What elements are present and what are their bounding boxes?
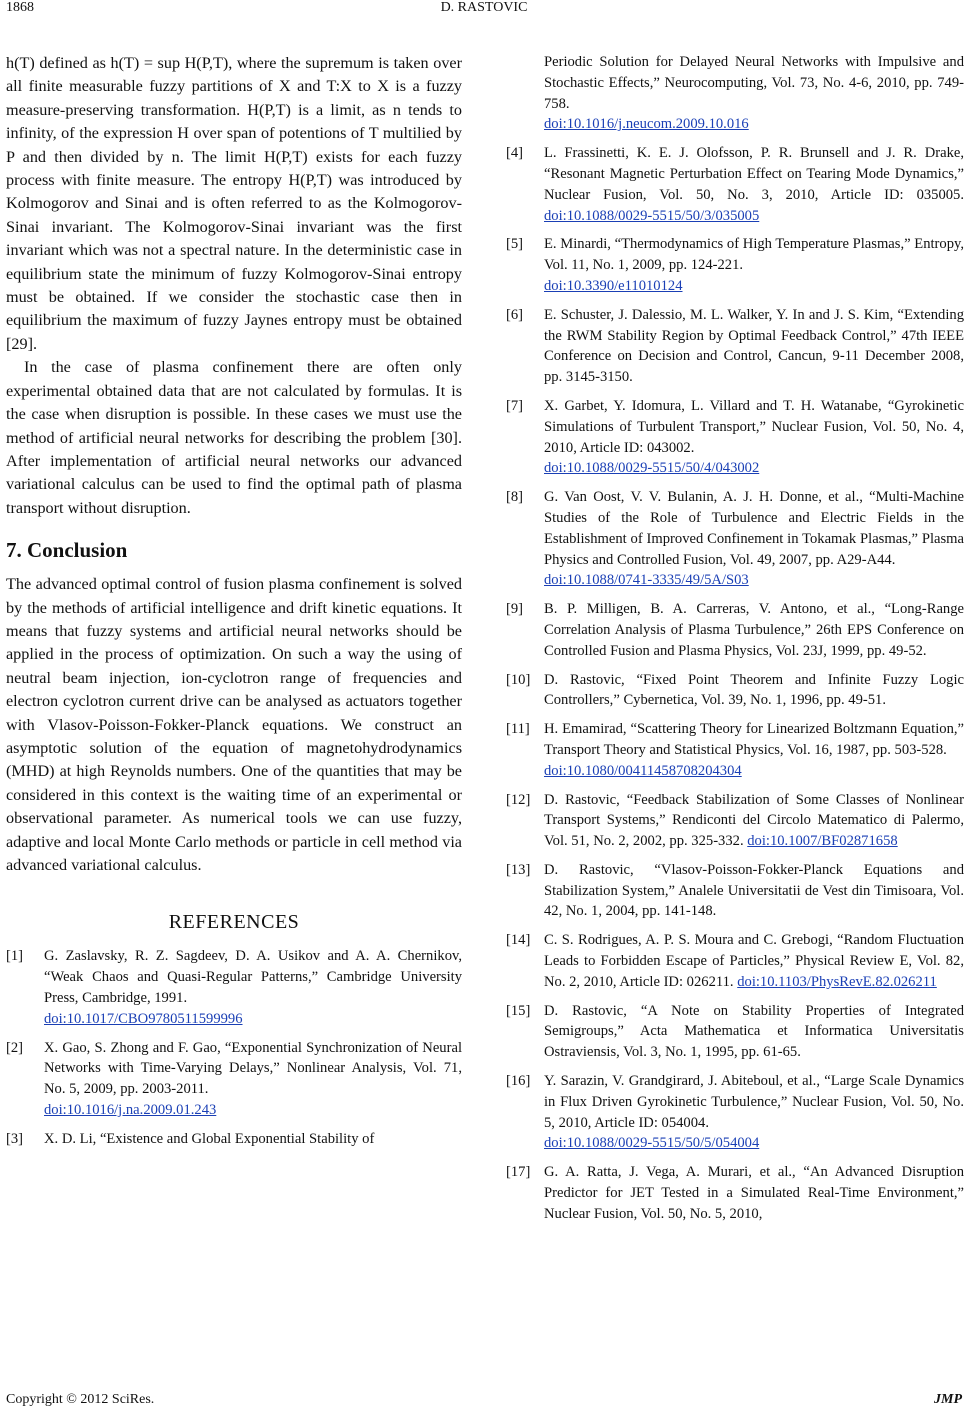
reference-text: E. Schuster, J. Dalessio, M. L. Walker, Y. In and J. S. Kim, “Extending the RWM Stability Region by Optimal Feedback Control,” 47th IEEE Conference on Decision and Control, Cancun, 9-11 December 2008, pp. 3145-3150. <box>544 306 964 386</box>
reference-item <box>506 143 964 226</box>
conclusion-paragraph: The advanced optimal control of fusion plasma confinement is solved by the methods of artificial intelligence and drift kinetic equations. It means that fuzzy systems and artificial neural networks should be applied in the process of optimization. On such a way the using of neutral beam injection, ion-cyclotron range of frequencies and electron cyclotron current drive can be analysed as actuators together with Vlasov-Poisson-Fokker-Planck equations. We construct an asymptotic solution of the equation of magnetohydrodynamics (MHD) at high Reynolds numbers. One of the quantities that may be considered in this context is the waiting time of an experimental or observational parameter. As numerical tools we can use fuzzy, adaptive and local Monte Carlo methods or particle in cell method via advanced variational calculus. <box>6 575 462 874</box>
reference-number: [7] <box>506 397 524 414</box>
body-paragraph: In the case of plasma confinement there are often only experimental obtained data that are not calculated by formulas. It is the case when disruption is possible. In these cases we must use the method of artificial neural networks for describing the problem [30]. After implementation of artificial neural networks our advanced variational calculus can be used to find the optimal path of plasma transport without disruption. <box>6 358 462 517</box>
page-header <box>0 0 968 22</box>
reference-number: [2] <box>6 1039 24 1056</box>
reference-item <box>6 1129 462 1150</box>
doi-link[interactable]: doi:10.1017/CBO9780511599996 <box>44 1010 243 1027</box>
journal-abbreviation: JMP <box>934 1392 962 1407</box>
reference-item <box>506 1162 964 1224</box>
running-title: D. RASTOVIC <box>440 0 528 15</box>
reference-text: Periodic Solution for Delayed Neural Networks with Impulsive and Stochastic Effects,” Neurocomputing, Vol. 73, No. 4-6, 2010, pp. 749-758. <box>544 54 964 112</box>
doi-link[interactable]: doi:10.1016/j.neucom.2009.10.016 <box>544 116 749 133</box>
doi-link[interactable]: doi:10.1007/BF02871658 <box>747 833 898 850</box>
doi-link[interactable]: doi:10.1080/00411458708204304 <box>544 762 742 779</box>
reference-number: [1] <box>6 948 24 965</box>
reference-item <box>506 305 964 388</box>
reference-item <box>506 234 964 296</box>
reference-item <box>6 1038 462 1121</box>
reference-item <box>506 52 964 135</box>
reference-text: B. P. Milligen, B. A. Carreras, V. Antono, et al., “Long-Range Correlation Analysis of Plasma Turbulence,” 26th EPS Conference on Controlled Fusion and Plasma Physics, Vol. 23J, 1999, pp. 49-52. <box>544 601 964 659</box>
doi-link[interactable]: doi:10.1088/0741-3335/49/5A/S03 <box>544 572 749 589</box>
reference-text: X. Garbet, Y. Idomura, L. Villard and T. H. Watanabe, “Gyrokinetic Simulations of Turbulent Transport,” Nuclear Fusion, Vol. 50, No. 4, 2010, Article ID: 043002. <box>544 397 964 456</box>
doi-link[interactable]: doi:10.1103/PhysRevE.82.026211 <box>737 973 937 990</box>
reference-text: D. Rastovic, “A Note on Stability Properties of Integrated Semigroups,” Acta Mathematica et Informatica Universitatis Ostraviensis, Vol. 3, No. 1, 1995, pp. 61-65. <box>544 1002 964 1061</box>
reference-text: X. D. Li, “Existence and Global Exponential Stability of <box>44 1130 375 1147</box>
reference-text: D. Rastovic, “Feedback Stabilization of Some Classes of Nonlinear Transport Systems,” Rendiconti del Circolo Matematico di Palermo, Vol. 51, No. 2, 2002, pp. 325-332. <box>544 791 964 850</box>
reference-text: D. Rastovic, “Fixed Point Theorem and Infinite Fuzzy Logic Controllers,” Cybernetica, Vol. 39, No. 1, 1996, pp. 49-51. <box>544 671 964 709</box>
references-title: REFERENCES <box>168 911 300 934</box>
reference-number: [6] <box>506 306 524 323</box>
reference-number: [16] <box>506 1073 531 1090</box>
reference-text: G. Zaslavsky, R. Z. Sagdeev, D. A. Usikov and A. A. Chernikov, “Weak Chaos and Quasi-Regular Patterns,” Cambridge University Press, Cambridge, 1991. <box>44 948 462 1006</box>
reference-item <box>506 1001 964 1063</box>
reference-number: [4] <box>506 145 524 162</box>
reference-number: [3] <box>6 1130 24 1147</box>
left-column <box>6 52 462 1158</box>
doi-link[interactable]: doi:10.3390/e11010124 <box>544 277 683 294</box>
reference-text: D. Rastovic, “Vlasov-Poisson-Fokker-Planck Equations and Stabilization System,” Analele Universitatii de Vest din Timisoara, Vol. 42, No. 1, 2004, pp. 141-148. <box>544 861 964 920</box>
reference-number: [13] <box>506 861 531 878</box>
reference-number: [14] <box>506 932 531 949</box>
reference-number: [17] <box>506 1164 531 1181</box>
section-heading: 7. Conclusion <box>6 538 128 563</box>
reference-item <box>6 946 462 1029</box>
reference-item <box>506 1071 964 1154</box>
reference-number: [9] <box>506 601 524 618</box>
reference-number: [15] <box>506 1002 531 1019</box>
reference-number: [12] <box>506 791 531 808</box>
copyright-notice: Copyright © 2012 SciRes. <box>6 1392 155 1407</box>
reference-item <box>506 790 964 852</box>
reference-text: G. A. Ratta, J. Vega, A. Murari, et al., “An Advanced Disruption Predictor for JET Tested in a Simulated Real-Time Environment,” Nuclear Fusion, Vol. 50, No. 5, 2010, <box>544 1164 964 1222</box>
page-number: 1868 <box>6 0 34 15</box>
right-column <box>506 52 964 1233</box>
doi-link[interactable]: doi:10.1016/j.na.2009.01.243 <box>44 1101 217 1118</box>
reference-number: [10] <box>506 671 531 688</box>
reference-text: X. Gao, S. Zhong and F. Gao, “Exponential Synchronization of Neural Networks with Time-Varying Delays,” Nonlinear Analysis, Vol. 71, No. 5, 2009, pp. 2003-2011. <box>44 1039 462 1098</box>
reference-item <box>506 599 964 661</box>
reference-text: C. S. Rodrigues, A. P. S. Moura and C. Grebogi, “Random Fluctuation Leads to Forbidden Escape of Particles,” Physical Review E, Vol. 82, No. 2, 2010, Article ID: 026211. <box>544 932 964 990</box>
reference-item <box>506 860 964 922</box>
page-footer <box>6 1388 962 1408</box>
reference-number: [8] <box>506 489 524 506</box>
reference-number: [11] <box>506 721 530 738</box>
reference-text: H. Emamirad, “Scattering Theory for Linearized Boltzmann Equation,” Transport Theory and Statistical Physics, Vol. 16, 1987, pp. 503-528. <box>544 721 964 758</box>
reference-text: E. Minardi, “Thermodynamics of High Temperature Plasmas,” Entropy, Vol. 11, No. 1, 2009, pp. 124-221. <box>544 236 964 274</box>
doi-link[interactable]: doi:10.1088/0029-5515/50/5/054004 <box>544 1135 760 1152</box>
reference-item <box>506 930 964 992</box>
reference-item <box>506 719 964 781</box>
reference-text: Y. Sarazin, V. Grandgirard, J. Abiteboul, et al., “Large Scale Dynamics in Flux Driven Gyrokinetic Turbulence,” Nuclear Fusion, Vol. 50, No. 5, 2010, Article ID: 054004. <box>544 1073 964 1131</box>
reference-item <box>506 396 964 479</box>
reference-number: [5] <box>506 236 524 253</box>
reference-item <box>506 487 964 591</box>
reference-item <box>506 670 964 712</box>
doi-link[interactable]: doi:10.1088/0029-5515/50/4/043002 <box>544 460 760 477</box>
reference-text: G. Van Oost, V. V. Bulanin, A. J. H. Donne, et al., “Multi-Machine Studies of the Role of Turbulence and Electric Fields in the Establishment of Improved Confinement in Tokamak Plasmas,” Plasma Physics and Controlled Fusion, Vol. 49, 2007, pp. A29-A44. <box>544 489 964 568</box>
reference-text: L. Frassinetti, K. E. J. Olofsson, P. R. Brunsell and J. R. Drake, “Resonant Magnetic Perturbation Effect on Tearing Mode Dynamics,” Nuclear Fusion, Vol. 50, No. 3, 2010, Article ID: 035005. <box>544 145 964 203</box>
body-paragraph: h(T) defined as h(T) = sup H(P,T), where the supremum is taken over all finite measurable fuzzy partitions of X and T:X to X is a fuzzy measure-preserving transformation. H(P,T) is a limit, as n tends to infinity, of the expression H over span of potentions of T multilied by P and then divided by n. The limit H(P,T) exists for each fuzzy process with finite measure. The entropy H(P,T) was introduced by Kolmogorov and Sinai and is often referred to as the Kolmogorov-Sinai invariant. The Kolmogorov-Sinai invariant was the first invariant which was not a spectral nature. In the deterministic case in equilibrium state the minimum of fuzzy Kolmogorov-Sinai entropy must be obtained. If we consider the stochastic case then in equilibrium the maximum of fuzzy Jaynes entropy must be obtained [29]. <box>6 54 462 353</box>
doi-link[interactable]: doi:10.1088/0029-5515/50/3/035005 <box>544 207 760 224</box>
